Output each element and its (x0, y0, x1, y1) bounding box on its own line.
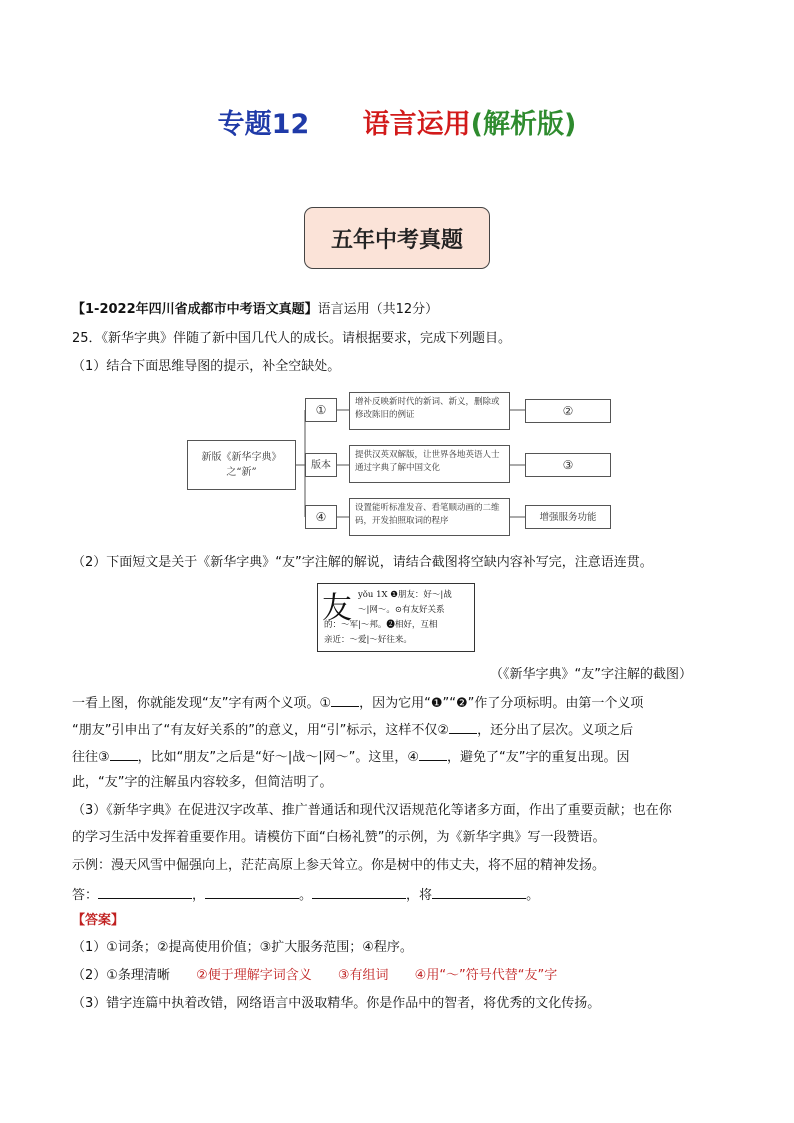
mindmap-branch2-result: ③ (525, 453, 611, 477)
topic-edition: (解析版) (470, 109, 577, 140)
source-tail: 语言运用（共12分） (317, 302, 439, 317)
answer-2-a: （2）①条理清晰 (72, 968, 170, 983)
passage-text: ，还分出了层次。义项之后 (477, 723, 634, 738)
answer-blank-3[interactable] (312, 885, 406, 899)
passage-line (72, 720, 633, 740)
passage-text: ，避免了“友”字的重复出现。因 (447, 750, 630, 765)
dict-character: 友 (322, 591, 352, 626)
dict-caption: （《新华字典》“友”字注解的截图） (490, 667, 692, 682)
passage-line (72, 747, 630, 767)
dict-line: ～|网～。⊙有友好关系 (358, 605, 445, 615)
mindmap-branch2-label: 版本 (305, 453, 337, 477)
mindmap-branch3-result: 增强服务功能 (525, 505, 611, 529)
passage-text: ，比如“朋友”之后是“好～|战～|网～”。这里，④ (137, 750, 420, 765)
mindmap-branch3-label: ④ (305, 505, 337, 529)
answer-prefix: 答： (72, 888, 99, 903)
part3-prompt-line1: （3）《新华字典》在促进汉字改革、推广普通话和现代汉语规范化等诸多方面，作出了重要贡献；也在你 (72, 803, 672, 818)
answer-label: 【答案】 (72, 913, 125, 928)
dict-definition-lower (324, 618, 437, 648)
dict-line: yǒu 1X ❶朋友：好～|战 (358, 590, 452, 600)
dictionary-entry-image (317, 583, 475, 652)
passage-line (72, 693, 643, 713)
blank-3[interactable] (110, 747, 138, 761)
section-badge: 五年中考真题 (304, 207, 490, 269)
part2-prompt: （2）下面短文是关于《新华字典》“友”字注解的解说，请结合截图将空缺内容补写完，注意语连贯。 (72, 555, 653, 570)
dict-definition (358, 588, 452, 618)
example-text: 示例：漫天风雪中倔强向上，茫茫高原上参天耸立。你是树中的伟丈夫，将不屈的精神发扬。 (72, 858, 606, 873)
answer-sep: ，将 (406, 888, 433, 903)
answer-sep: 。 (299, 888, 313, 903)
blank-2[interactable] (449, 720, 477, 734)
dict-line: 的：～军|～邦。❷相好，互相 (324, 620, 438, 630)
answer-2-b: ②便于理解字词含义 (196, 968, 312, 983)
source-label: 【1-2022年四川省成都市中考语文真题】 (72, 302, 318, 317)
answer-3: （3）错字连篇中执着改错，网络语言中汲取精华。你是作品中的智者，将优秀的文化传扬。 (72, 996, 601, 1011)
passage-text: ，因为它用“❶”“❷”作了分项标明。由第一个义项 (359, 696, 644, 711)
passage-text: 此，“友”字的注解虽内容较多，但简洁明了。 (72, 775, 333, 790)
topic-number: 专题12 (217, 109, 310, 140)
mindmap-branch3-text: 设置能听标准发音、看笔顺动画的二维码，开发拍照取词的程序 (349, 498, 510, 536)
answer-2 (72, 967, 557, 985)
topic-subject: 语言运用 (362, 109, 471, 140)
part1-prompt: （1）结合下面思维导图的提示，补全空缺处。 (72, 359, 341, 374)
passage-text: “朋友”引申出了“有友好关系的”的意义，用“引”标示，这样不仅② (72, 723, 450, 738)
passage-line (72, 774, 332, 792)
mindmap-branch2-text: 提供汉英双解版，让世界各地英语人士通过字典了解中国文化 (349, 445, 510, 483)
answer-blank-1[interactable] (98, 885, 192, 899)
part3-prompt-line2: 的学习生活中发挥着重要作用。请模仿下面“白杨礼赞”的示例，为《新华字典》写一段赞语。 (72, 830, 606, 845)
question-stem: 25．《新华字典》伴随了新中国几代人的成长。请根据要求，完成下列题目。 (72, 331, 512, 346)
answer-2-c: ③有组词 (337, 968, 389, 983)
answer-2-d: ④用“～”符号代替“友”字 (414, 968, 558, 983)
passage-text: 往往③ (72, 750, 110, 765)
mindmap-branch1-label: ① (305, 398, 337, 422)
answer-blank-2[interactable] (205, 885, 299, 899)
answer-sep: ， (192, 888, 206, 903)
mindmap-branch1-result: ② (525, 399, 611, 423)
answer-end: 。 (526, 888, 540, 903)
mindmap-center: 新版《新华字典》之“新” (187, 440, 296, 490)
blank-1[interactable] (331, 693, 359, 707)
answer-blank-4[interactable] (432, 885, 526, 899)
passage-text: 一看上图，你就能发现“友”字有两个义项。① (72, 696, 332, 711)
mindmap-branch1-text: 增补反映新时代的新词、新义，删除或修改陈旧的例证 (349, 392, 510, 430)
answer-1: （1）①词条；②提高使用价值；③扩大服务范围；④程序。 (72, 940, 413, 955)
blank-4[interactable] (419, 747, 447, 761)
answer-line (72, 885, 539, 905)
dict-line: 亲近：～爱|～好往来。 (324, 635, 412, 645)
mindmap (0, 0, 794, 560)
